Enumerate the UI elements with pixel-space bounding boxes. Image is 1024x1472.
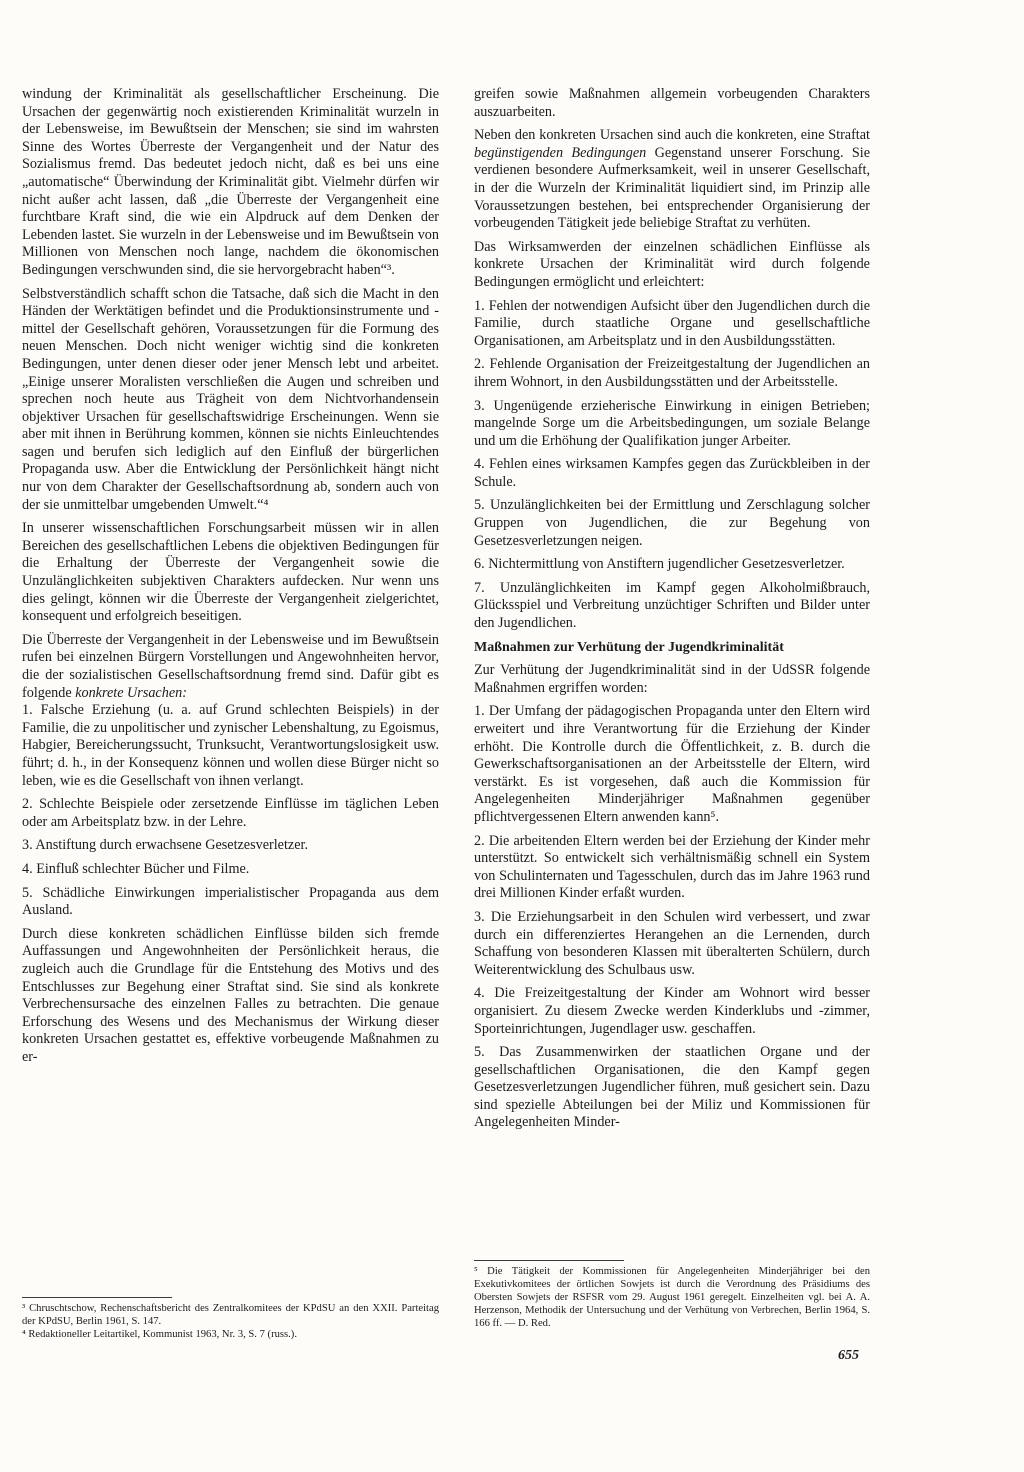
paragraph: In unserer wissenschaftlichen Forschungsarbeit müssen wir in allen Bereichen des gesellschaftlichen Lebens die objektiven Bedingungen für die Erhaltung der Überreste der Vergangenheit sowie die Unzulänglichkeiten subjektiven Charakters aufdecken. Nur wenn uns dies gelingt, können wir die Überreste der Vergangenheit zielgerichtet, konsequent und erfolgreich beseitigen. [22, 520, 439, 625]
paragraph: windung der Kriminalität als gesellschaftlicher Erscheinung. Die Ursachen der gegenwärtig noch existierenden Kriminalität wurzeln in der Lebensweise, im Bewußtsein der Menschen; sie sind im wahrsten Sinne des Wortes Überreste der Vergangenheit und der Natur des Sozialismus fremd. Das bedeutet jedoch nicht, daß es bei uns eine „automatische“ Überwindung der Kriminalität gibt. Vielmehr dürfen wir nicht außer acht lassen, daß „die Überreste der Vergangenheit eine furchtbare Kraft sind, die wie ein Alpdruck auf dem Denken der Lebenden lastet. Sie wurzeln in der Lebensweise und im Bewußtsein von Millionen von Menschen noch lange, nachdem die ökonomischen Bedingungen verschwunden sind, die sie hervorgebracht haben“³. [22, 86, 439, 278]
footnote: ⁴ Redaktioneller Leitartikel, Kommunist 1963, Nr. 3, S. 7 (russ.). [22, 1329, 297, 1340]
footnote: ³ Chruschtschow, Rechenschaftsbericht des Zentralkomitees der KPdSU an den XXII. Parteitag der KPdSU, Berlin 1961, S. 147. [22, 1303, 439, 1327]
footnotes-right [474, 1260, 870, 1330]
section-heading: Maßnahmen zur Verhütung der Jugendkriminalität [474, 639, 784, 655]
list-item: 4. Einfluß schlechter Bücher und Filme. [22, 860, 250, 877]
list-item: 2. Schlechte Beispiele oder zersetzende Einflüsse im täglichen Leben oder am Arbeitsplatz bzw. in der Lehre. [22, 796, 439, 830]
paragraph [474, 127, 870, 233]
list-item: 3. Ungenügende erzieherische Einwirkung in einigen Betrieben; mangelnde Sorge um die Arbeitsbedingungen, um soziale Belange und um die Erhöhung der Qualifikation junger Arbeiter. [474, 397, 870, 449]
footnote-rule [22, 1297, 172, 1298]
footnote: ⁵ Die Tätigkeit der Kommissionen für Angelegenheiten Minderjähriger bei den Exekutivkomitees der örtlichen Sowjets ist durch die Verordnung des Präsidiums des Obersten Sowjets der RSFSR vom 29. August 1961 geregelt. Einzelheiten vgl. bei A. A. Herzenson, Methodik der Untersuchung und der Verhütung von Verbrechen, Berlin 1964, S. 166 ff. — D. Red. [474, 1266, 870, 1329]
right-column [474, 86, 870, 1132]
paragraph: Durch diese konkreten schädlichen Einflüsse bilden sich fremde Auffassungen und Angewohnheiten der Persönlichkeit heraus, die zugleich auch die Grundlage für die Entstehung des Motivs und des Entschlusses zur Begehung einer Straftat sind. Sie sind als konkrete Verbrechensursache des einzelnen Falles zu betrachten. Die genaue Erforschung des Wesens und des Mechanismus der Wirkung dieser konkreten Ursachen gestattet es, effektive vorbeugende Maßnahmen zu er- [22, 925, 439, 1065]
list-item: 2. Die arbeitenden Eltern werden bei der Erziehung der Kinder mehr unterstützt. So entwickelt sich verhältnismäßig schnell ein System von Schulinternaten und Tagesschulen, durch das im Jahre 1963 rund drei Millionen Kinder erfaßt wurden. [474, 832, 870, 902]
left-column [22, 86, 439, 1066]
paragraph: Das Wirksamwerden der einzelnen schädlichen Einflüsse als konkrete Ursachen der Kriminalität wird durch folgende Bedingungen ermöglicht und erleichtert: [474, 238, 870, 290]
list-item: 6. Nichtermittlung von Anstiftern jugendlicher Gesetzesverletzer. [474, 556, 845, 573]
paragraph: Zur Verhütung der Jugendkriminalität sind in der UdSSR folgende Maßnahmen ergriffen worden: [474, 662, 870, 696]
footnote-rule [474, 1260, 624, 1261]
paragraph [22, 632, 439, 702]
list-item: 2. Fehlende Organisation der Freizeitgestaltung der Jugendlichen an ihrem Wohnort, in den Ausbildungsstätten und der Arbeitsstelle. [474, 356, 870, 390]
paragraph-text: Neben den konkreten Ursachen sind auch die konkreten, eine Straftat [474, 127, 870, 144]
list-item: 4. Fehlen eines wirksamen Kampfes gegen das Zurückbleiben in der Schule. [474, 456, 870, 490]
list-item: 5. Schädliche Einwirkungen imperialistischer Propaganda aus dem Ausland. [22, 884, 439, 919]
paragraph-text: Die Überreste der Vergangenheit in der Lebensweise und im Bewußtsein rufen bei einzelnen Bürgern Vorstellungen und Angewohnheiten hervor, die der sozialistischen Gesellschaftsordnung fremd sind. Dafür gibt es folgende [22, 631, 439, 701]
list-item: 3. Anstiftung durch erwachsene Gesetzesverletzer. [22, 837, 309, 854]
footnotes-left [22, 1297, 439, 1341]
list-item: 5. Unzulänglichkeiten bei der Ermittlung und Zerschlagung solcher Gruppen von Jugendlichen, die zur Begehung von Gesetzesverletzungen neigen. [474, 497, 870, 549]
emphasis-text: begünstigenden Bedingungen [474, 144, 647, 161]
paragraph-text: Gegenstand unserer Forschung. Sie verdienen besondere Aufmerksamkeit, weil in unserer Gesellschaft, in der die Wurzeln der Kriminalität liquidiert sind, im Prinzip alle Voraussetzungen bestehen, bei entsprechender Organisierung der vorbeugenden Tätigkeit jede beliebige Straftat zu verhüten. [474, 144, 870, 232]
list-item: 4. Die Freizeitgestaltung der Kinder am Wohnort wird besser organisiert. Zu diesem Zwecke werden Kinderklubs und -zimmer, Sporteinrichtungen, Jugendlager usw. geschaffen. [474, 985, 870, 1037]
list-item: 3. Die Erziehungsarbeit in den Schulen wird verbessert, und zwar durch ein differenziertes Herangehen an die Lernenden, durch Schaffung von besonderen Klassen mit überalterten Schülern, durch Weiterentwicklung des Schulbaus usw. [474, 908, 870, 978]
list-item: 1. Falsche Erziehung (u. a. auf Grund schlechten Beispiels) in der Familie, die zu unpolitischer und zynischer Lebenshaltung, zu Egoismus, Habgier, Bereicherungssucht, Trunksucht, Verantwortungslosigkeit usw. führt; d. h., in der Konsequenz können und wollen diese Bürger nicht so leben, wie es die Gesellschaft von ihnen verlangt. [22, 702, 439, 789]
paragraph: greifen sowie Maßnahmen allgemein vorbeugenden Charakters auszuarbeiten. [474, 86, 870, 120]
paragraph: Selbstverständlich schafft schon die Tatsache, daß sich die Macht in den Händen der Werktätigen befindet und die Produktionsinstrumente und -mittel der Gesellschaft gehören, Voraussetzungen für die Formung des neuen Menschen. Doch nicht weniger wichtig sind die konkreten Bedingungen, unter denen dieser oder jener Mensch lebt und arbeitet. „Einige unserer Moralisten verschließen die Augen und schreiben und sprechen noch heute aus Trägheit von dem Nichtvorhandensein objektiver Ursachen für gesellschaftswidrige Erscheinungen. Wenn sie aber mit ihnen in Berührung kommen, können sie nichts Einleuchtendes sagen und berufen sich lediglich auf den Einfluß der bürgerlichen Propaganda usw. Aber die Entwicklung der Persönlichkeit hängt nicht nur von dem Charakter der Gesellschaftsordnung ab, sondern auch von der sie unmittelbar umgebenden Umwelt.“⁴ [22, 285, 439, 513]
list-item: 1. Fehlen der notwendigen Aufsicht über den Jugendlichen durch die Familie, durch staatliche Organe und gesellschaftliche Organisationen, am Arbeitsplatz und in den Ausbildungsstätten. [474, 297, 870, 349]
list-item: 5. Das Zusammenwirken der staatlichen Organe und der gesellschaftlichen Organisationen, die den Kampf gegen Gesetzesverletzungen Jugendlicher führen, muß gesichert sein. Dazu sind spezielle Abteilungen bei der Miliz und Kommissionen für Angelegenheiten Minder- [474, 1044, 870, 1131]
list-item: 1. Der Umfang der pädagogischen Propaganda unter den Eltern wird erweitert und ihre Verantwortung für die Erziehung der Kinder erhöht. Die Kontrolle durch die Öffentlichkeit, z. B. durch die Gewerkschaftsorganisationen an der Arbeitsstelle der Eltern, wird verstärkt. Es ist vorgesehen, daß auch die Kommission für Angelegenheiten Minderjähriger Maßnahmen gegenüber pflichtvergessenen Eltern anwenden kann⁵. [474, 703, 870, 825]
list-item: 7. Unzulänglichkeiten im Kampf gegen Alkoholmißbrauch, Glücksspiel und Verbreitung unzüchtiger Schriften und Bilder unter den Jugendlichen. [474, 579, 870, 632]
page-number: 655 [838, 1348, 859, 1363]
emphasis-text: konkrete Ursachen: [75, 684, 187, 701]
